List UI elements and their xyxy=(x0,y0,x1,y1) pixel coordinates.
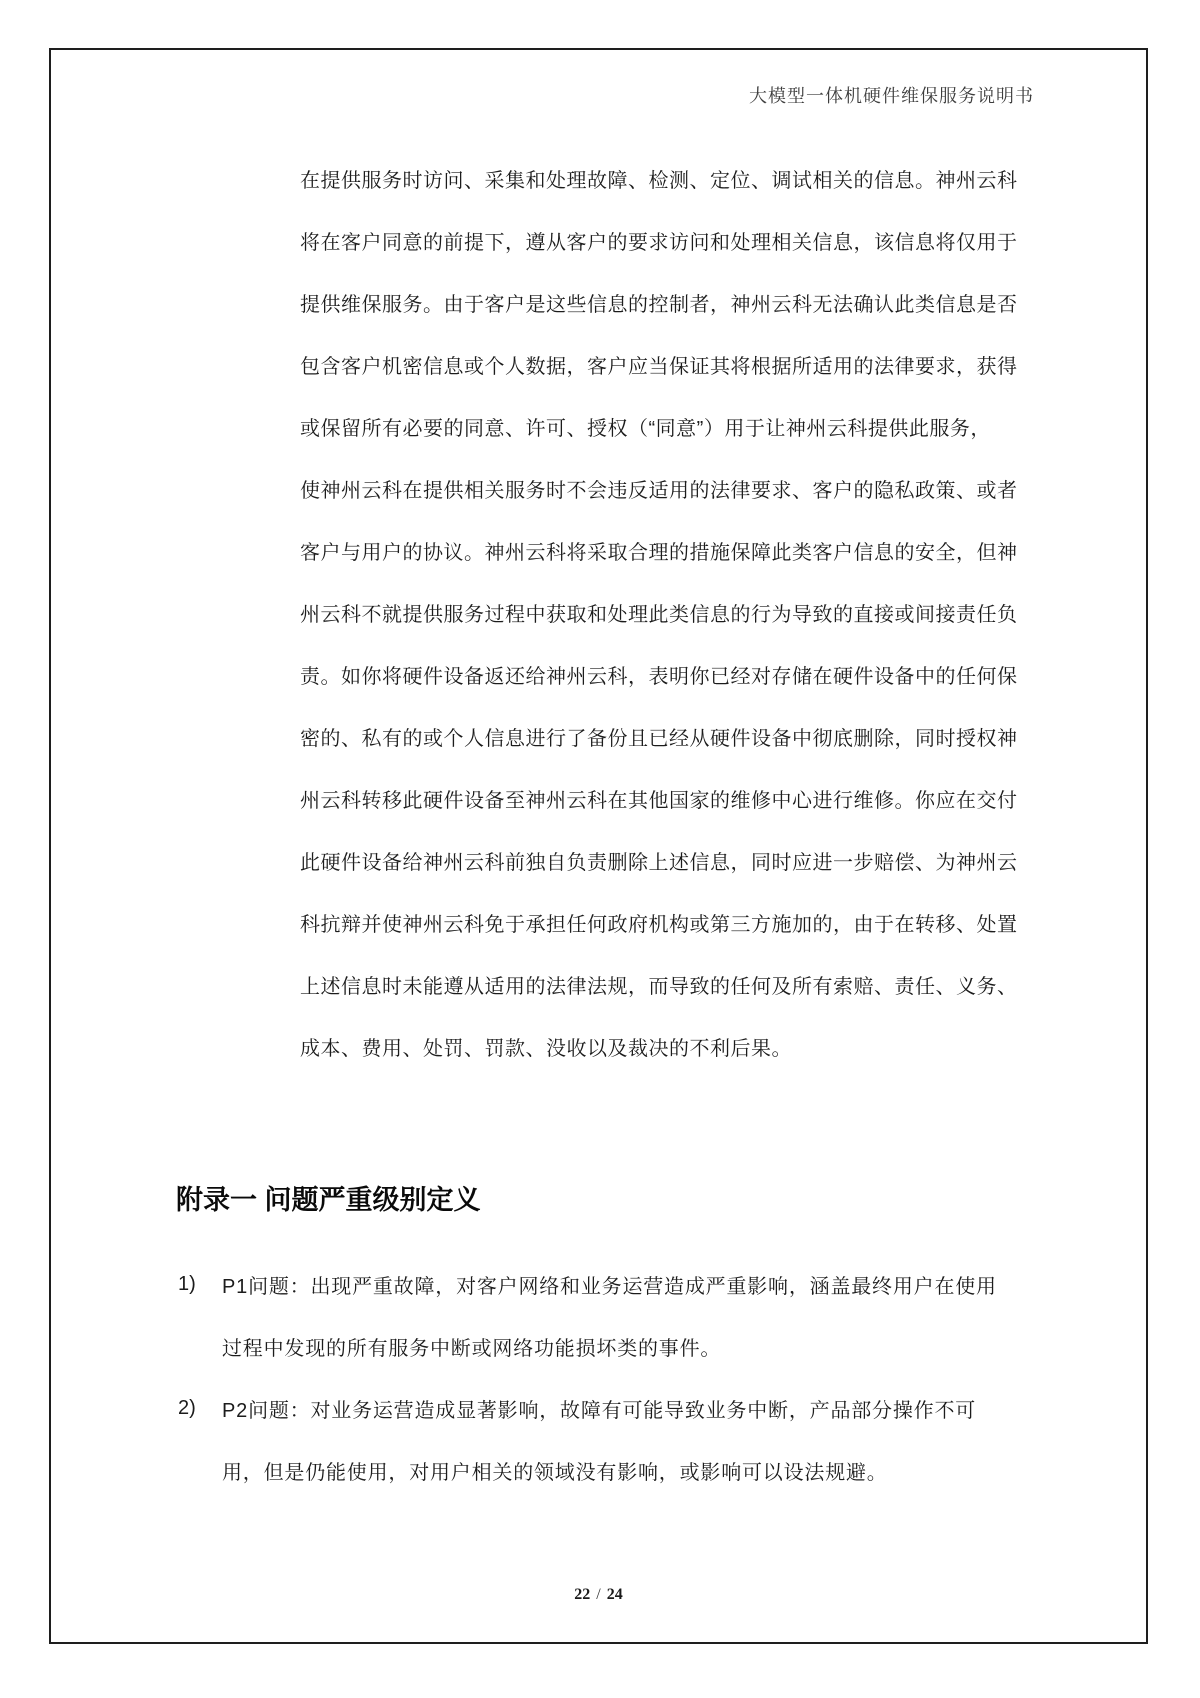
list-item-marker: 1) xyxy=(178,1272,196,1295)
list-item-continuation xyxy=(178,1315,1058,1377)
body-paragraph xyxy=(300,147,1040,1077)
paragraph-line: 提供维保服务。由于客户是这些信息的控制者，神州云科无法确认此类信息是否 xyxy=(300,293,1018,316)
paragraph-line: 密的、私有的或个人信息进行了备份且已经从硬件设备中彻底删除，同时授权神 xyxy=(300,727,1018,750)
paragraph-line: 客户与用户的协议。神州云科将采取合理的措施保障此类客户信息的安全，但神 xyxy=(300,541,1018,564)
list-item-line: 过程中发现的所有服务中断或网络功能损坏类的事件。 xyxy=(222,1337,722,1360)
paragraph-line: 责。如你将硬件设备返还给神州云科，表明你已经对存储在硬件设备中的任何保 xyxy=(300,665,1018,688)
page-footer xyxy=(49,1586,1148,1604)
list-item-marker: 2) xyxy=(178,1396,196,1419)
appendix-list xyxy=(178,1253,1058,1501)
footer-page-total: 24 xyxy=(606,1586,623,1603)
appendix-heading: 附录一 问题严重级别定义 xyxy=(176,1185,481,1215)
paragraph-line: 包含客户机密信息或个人数据，客户应当保证其将根据所适用的法律要求，获得 xyxy=(300,355,1018,378)
footer-page-current: 22 xyxy=(574,1586,591,1603)
header-title: 大模型一体机硬件维保服务说明书 xyxy=(749,86,1034,106)
list-item xyxy=(178,1377,1058,1439)
paragraph-line: 上述信息时未能遵从适用的法律法规，而导致的任何及所有索赔、责任、义务、 xyxy=(300,975,1018,998)
paragraph-line: 在提供服务时访问、采集和处理故障、检测、定位、调试相关的信息。神州云科 xyxy=(300,169,1018,192)
list-item-continuation xyxy=(178,1439,1058,1501)
list-item-line: 用，但是仍能使用，对用户相关的领域没有影响，或影响可以设法规避。 xyxy=(222,1461,888,1484)
paragraph-line: 州云科转移此硬件设备至神州云科在其他国家的维修中心进行维修。你应在交付 xyxy=(300,789,1018,812)
list-item-line: P1问题：出现严重故障，对客户网络和业务运营造成严重影响，涵盖最终用户在使用 xyxy=(222,1275,997,1298)
list-item-line: P2问题：对业务运营造成显著影响，故障有可能导致业务中断，产品部分操作不可 xyxy=(222,1399,977,1422)
paragraph-line: 将在客户同意的前提下，遵从客户的要求访问和处理相关信息，该信息将仅用于 xyxy=(300,231,1018,254)
paragraph-line: 科抗辩并使神州云科免于承担任何政府机构或第三方施加的，由于在转移、处置 xyxy=(300,913,1018,936)
paragraph-line: 此硬件设备给神州云科前独自负责删除上述信息，同时应进一步赔偿、为神州云 xyxy=(300,851,1018,874)
paragraph-line: 州云科不就提供服务过程中获取和处理此类信息的行为导致的直接或间接责任负 xyxy=(300,603,1018,626)
list-item xyxy=(178,1253,1058,1315)
paragraph-line: 使神州云科在提供相关服务时不会违反适用的法律要求、客户的隐私政策、或者 xyxy=(300,479,1018,502)
footer-page-separator: / xyxy=(596,1586,601,1603)
paragraph-line: 或保留所有必要的同意、许可、授权（“同意”）用于让神州云科提供此服务， xyxy=(300,417,991,440)
paragraph-line: 成本、费用、处罚、罚款、没收以及裁决的不利后果。 xyxy=(300,1037,792,1060)
